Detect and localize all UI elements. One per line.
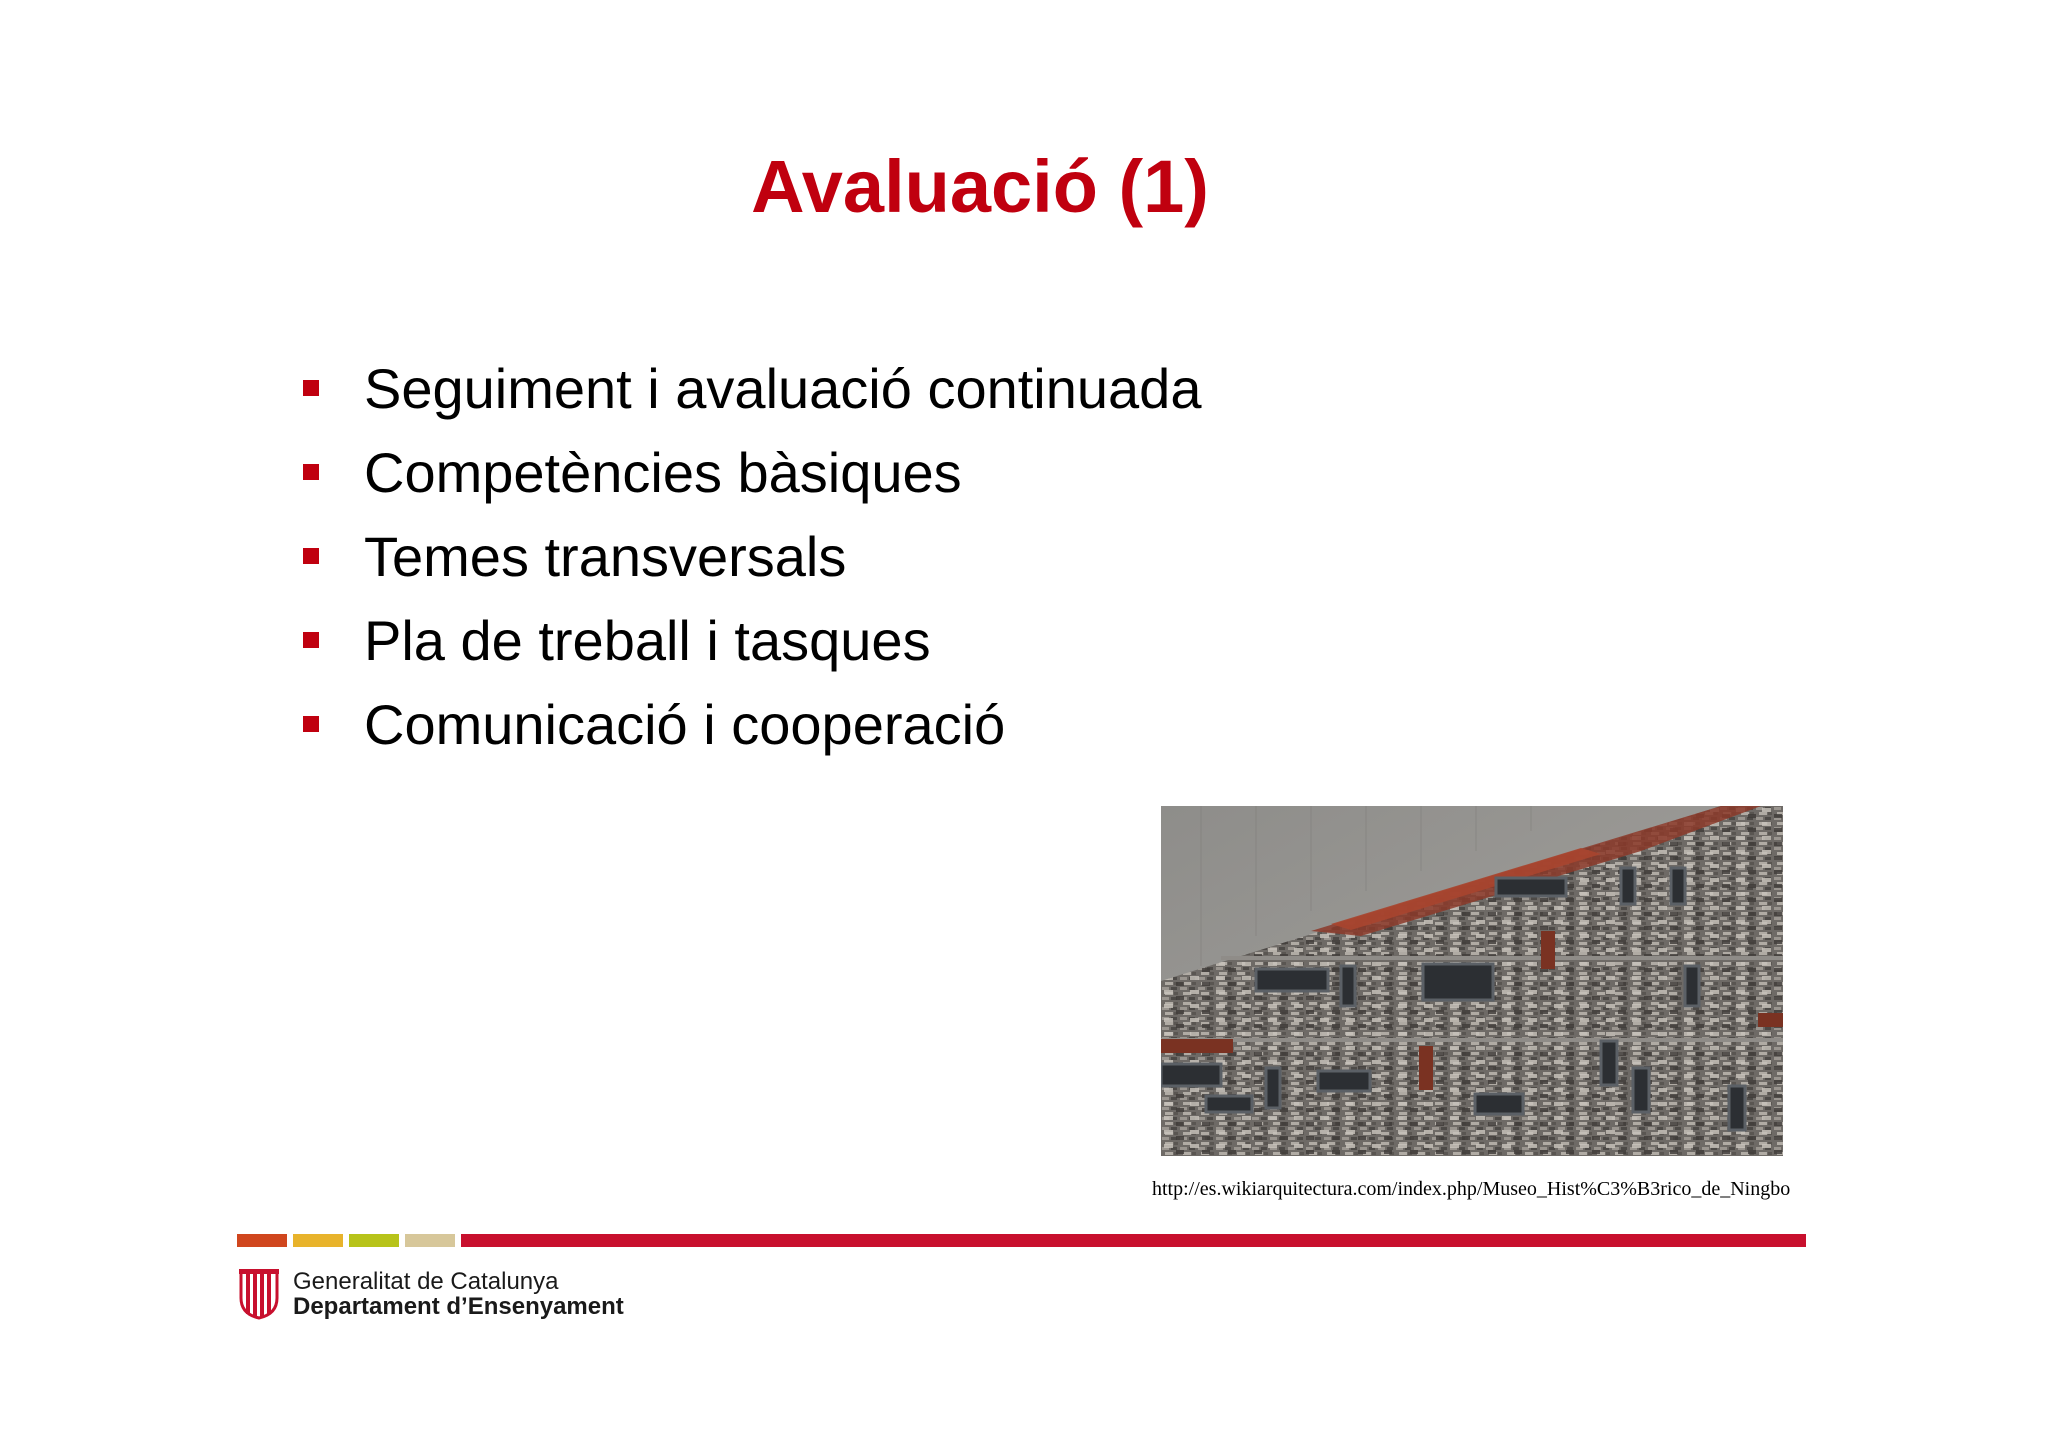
photo-source-url: http://es.wikiarquitectura.com/index.php/Museo_Hist%C3%B3rico_de_Ningbo (1152, 1178, 1791, 1200)
bullet-text: Temes transversals (364, 525, 847, 588)
organization-name (293, 1269, 624, 1319)
color-bar-segment (237, 1234, 287, 1247)
red-square-bullet-icon (303, 380, 319, 396)
bullet-text: Pla de treball i tasques (364, 609, 931, 672)
bullet-text: Competències bàsiques (364, 441, 962, 504)
red-square-bullet-icon (303, 464, 319, 480)
bullet-text: Seguiment i avaluació continuada (364, 357, 1202, 420)
bullet-list (300, 358, 1201, 778)
red-square-bullet-icon (303, 632, 319, 648)
slide-title: Avaluació (1) (751, 145, 1209, 228)
catalan-coat-of-arms-icon (237, 1268, 281, 1320)
red-square-bullet-icon (303, 548, 319, 564)
building-facade-photo (1161, 806, 1783, 1156)
org-line2: Departament d’Ensenyament (293, 1293, 624, 1320)
bullet-item (300, 526, 1201, 610)
bullet-item (300, 610, 1201, 694)
color-bar-segment (461, 1234, 1806, 1247)
bullet-item (300, 358, 1201, 442)
color-bar-segment (405, 1234, 455, 1247)
footer-logo (237, 1268, 624, 1320)
color-bar-segment (293, 1234, 343, 1247)
org-line1: Generalitat de Catalunya (293, 1267, 559, 1295)
footer-color-bar (237, 1234, 1806, 1247)
red-square-bullet-icon (303, 716, 319, 732)
bullet-item (300, 442, 1201, 526)
color-bar-segment (349, 1234, 399, 1247)
bullet-text: Comunicació i cooperació (364, 693, 1006, 756)
bullet-item (300, 694, 1201, 778)
